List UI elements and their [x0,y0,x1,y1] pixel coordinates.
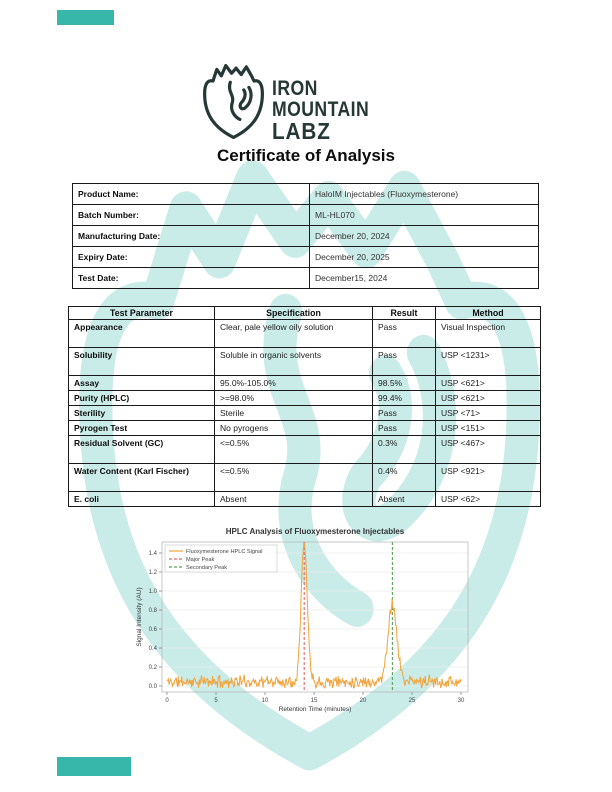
results-cell-result: Pass [373,320,436,348]
info-table-row [73,184,539,205]
results-table-row [69,436,541,464]
results-cell-result: 98.5% [373,376,436,391]
hplc-chart-svg [128,524,508,724]
svg-text:30: 30 [457,698,465,704]
results-cell-spec: >=98.0% [215,391,373,406]
brand-line-mountain: MOUNTAIN [272,97,370,121]
legend-entry-label: Major Peak [186,557,215,563]
svg-text:25: 25 [408,698,416,704]
teal-accent-bar-top [57,10,114,25]
brand-line-iron: IRON [272,77,318,100]
svg-text:0.0: 0.0 [148,684,157,690]
info-label: Test Date: [73,268,310,289]
results-cell-param: Solubility [69,348,215,376]
svg-text:1.2: 1.2 [148,570,157,576]
results-table-row [69,421,541,436]
svg-text:0: 0 [165,698,169,704]
test-results-table [68,306,541,507]
results-cell-method: USP <1231> [436,348,541,376]
svg-text:0.2: 0.2 [148,665,157,671]
results-cell-spec: Absent [215,492,373,507]
svg-text:1.0: 1.0 [148,589,157,595]
results-cell-param: Water Content (Karl Fischer) [69,464,215,492]
info-table-row [73,268,539,289]
results-table-row [69,348,541,376]
results-cell-param: Assay [69,376,215,391]
results-cell-result: 0.3% [373,436,436,464]
results-cell-result: 99.4% [373,391,436,406]
info-label: Manufacturing Date: [73,226,310,247]
results-cell-param: E. coli [69,492,215,507]
info-table-row [73,226,539,247]
results-cell-result: Absent [373,492,436,507]
results-cell-method: USP <921> [436,464,541,492]
results-cell-param: Pyrogen Test [69,421,215,436]
legend-entry-label: Fluoxymesterone HPLC Signal [186,549,263,555]
hplc-chart [128,524,508,724]
svg-text:15: 15 [310,698,318,704]
results-cell-spec: 95.0%-105.0% [215,376,373,391]
svg-text:5: 5 [214,698,218,704]
results-cell-spec: Soluble in organic solvents [215,348,373,376]
results-table-head [69,307,541,320]
y-axis-label: Signal Intensity (AU) [136,587,143,647]
results-column-header: Method [436,307,541,320]
results-table-body [69,320,541,507]
brand-line-labz: LABZ [272,118,331,145]
results-cell-spec: <=0.5% [215,436,373,464]
info-table-row [73,205,539,226]
brand-wordmark [272,79,388,143]
results-cell-result: Pass [373,348,436,376]
teal-accent-bar-bottom [57,757,131,776]
results-table-row [69,406,541,421]
results-cell-spec: No pyrogens [215,421,373,436]
iron-mountain-labz-logo-icon [199,63,268,140]
svg-text:0.6: 0.6 [148,627,157,633]
info-value: December 20, 2024 [310,226,539,247]
legend-entry-label: Secondary Peak [186,565,228,571]
svg-text:0.4: 0.4 [148,646,157,652]
results-table-row [69,492,541,507]
results-cell-param: Residual Solvent (GC) [69,436,215,464]
info-table-body [73,184,539,289]
results-cell-method: USP <467> [436,436,541,464]
svg-text:1.4: 1.4 [148,551,157,557]
results-table-row [69,391,541,406]
results-cell-result: Pass [373,406,436,421]
results-table-row [69,320,541,348]
results-cell-spec: Clear, pale yellow oily solution [215,320,373,348]
x-axis-label: Retention Time (minutes) [278,706,352,713]
product-info-table [72,183,539,289]
results-cell-param: Appearance [69,320,215,348]
results-cell-spec: <=0.5% [215,464,373,492]
results-cell-result: Pass [373,421,436,436]
results-table-row [69,464,541,492]
chart-legend [165,545,277,572]
results-cell-method: USP <71> [436,406,541,421]
results-cell-param: Sterility [69,406,215,421]
document-title: Certificate of Analysis [217,146,395,165]
results-column-header: Specification [215,307,373,320]
info-label: Expiry Date: [73,247,310,268]
chart-title: HPLC Analysis of Fluoxymesterone Injectables [225,527,405,536]
results-column-header: Test Parameter [69,307,215,320]
results-cell-result: 0.4% [373,464,436,492]
svg-text:20: 20 [359,698,367,704]
results-header-row [69,307,541,320]
results-cell-method: USP <62> [436,492,541,507]
results-cell-method: USP <621> [436,376,541,391]
info-label: Batch Number: [73,205,310,226]
info-value: December15, 2024 [310,268,539,289]
info-table-row [73,247,539,268]
results-table-row [69,376,541,391]
results-cell-method: USP <151> [436,421,541,436]
results-cell-spec: Sterile [215,406,373,421]
svg-text:0.8: 0.8 [148,608,157,614]
results-cell-method: USP <621> [436,391,541,406]
info-label: Product Name: [73,184,310,205]
results-column-header: Result [373,307,436,320]
info-value: ML-HL070 [310,205,539,226]
info-value: HaloIM Injectables (Fluoxymesterone) [310,184,539,205]
results-cell-param: Purity (HPLC) [69,391,215,406]
info-value: December 20, 2025 [310,247,539,268]
results-cell-method: Visual Inspection [436,320,541,348]
svg-text:10: 10 [261,698,269,704]
